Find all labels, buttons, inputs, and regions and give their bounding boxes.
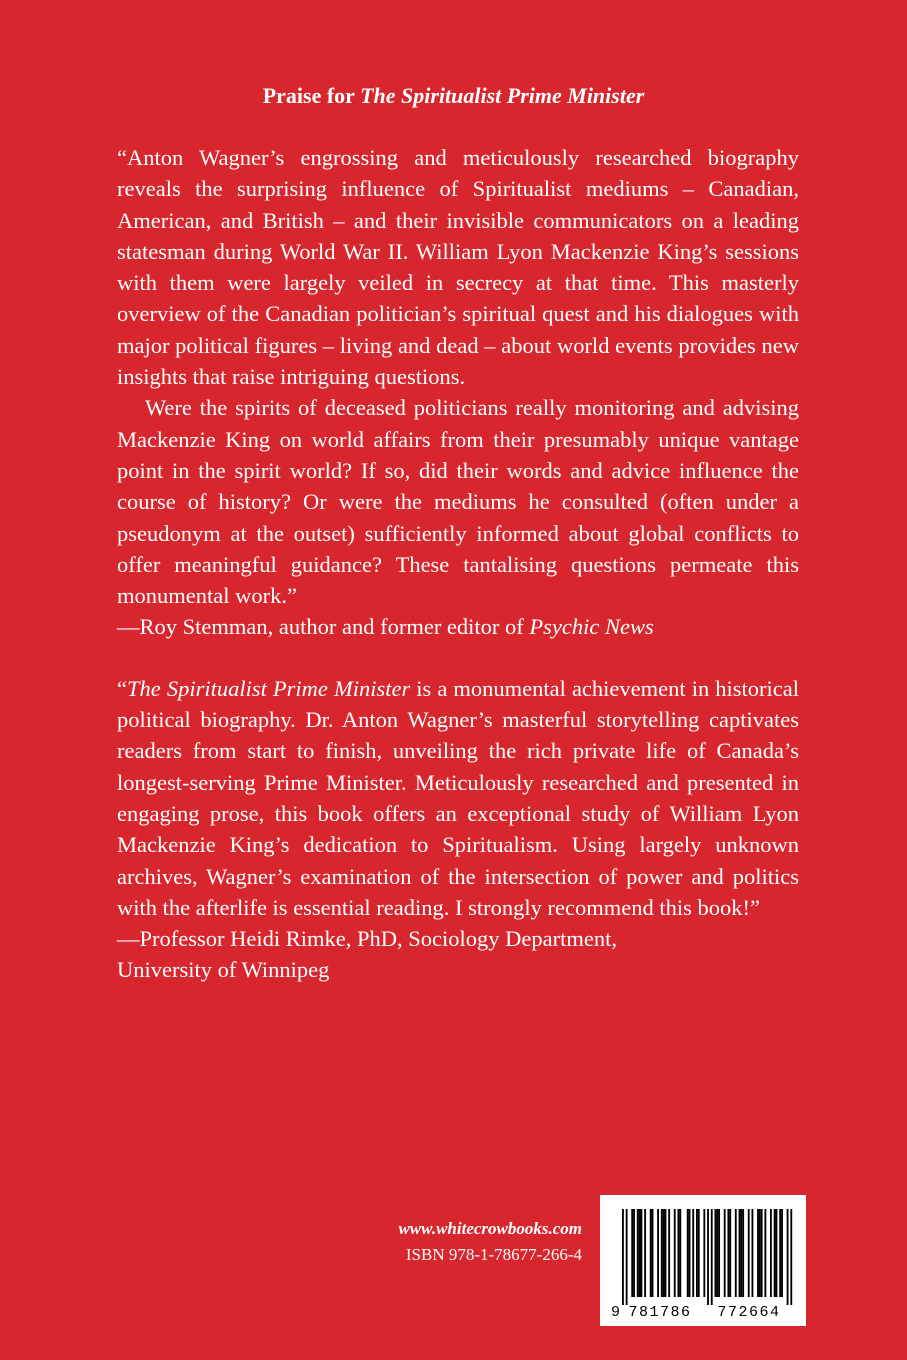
praise-heading [0,80,907,112]
barcode-bar [761,1209,763,1297]
barcode-bar [626,1209,628,1305]
barcode-bar [703,1209,705,1297]
barcode-bar [742,1209,744,1297]
review2-body: is a monumental achievement in historical political biography. Dr. Anton Wagner’s masterful storytelling captivates readers from start to finish, unveiling the rich private life of Canada’s longest-serving Prime Minister. Meticulously researched and presented in engaging prose, this book offers an exceptional study of William Lyon Mackenzie King’s dedication to Spiritualism. Using largely unknown archives, Wagner’s examination of the intersection of power and politics with the afterlife is essential reading. I strongly recommend this book!” [117,675,799,920]
barcode-bar [711,1209,713,1305]
review2-attribution-line1: —Professor Heidi Rimke, PhD, Sociology Department, [117,926,617,952]
barcode-bar [639,1209,641,1297]
publisher-info [398,1216,582,1268]
reviews [117,142,799,986]
heading-book-title: The Spiritualist Prime Minister [360,83,645,108]
barcode-bar [668,1209,670,1297]
barcode-bar [776,1209,778,1297]
barcode-bar [774,1209,776,1297]
barcode-bar [748,1209,750,1297]
barcode-graphic [600,1195,806,1326]
barcode-bar [674,1209,676,1297]
barcode-bar [637,1209,639,1297]
review2-open-quote: “ [117,675,127,701]
barcode-bar [622,1209,624,1305]
barcode-bar [689,1209,691,1297]
publisher-website: www.whitecrowbooks.com [398,1219,582,1238]
barcode-bar [729,1209,731,1297]
heading-prefix: Praise for [262,83,361,108]
isbn-barcode [600,1195,806,1326]
barcode-bar [652,1209,654,1297]
barcode-bar [739,1209,741,1297]
barcode-bar [661,1209,663,1297]
barcode-bar [687,1209,689,1297]
barcode-bar [740,1209,742,1297]
barcode-bar [678,1209,680,1297]
barcode-bar [644,1209,646,1297]
review2-attribution-line2: University of Winnipeg [117,957,330,983]
barcode-lead-digit: 9 [611,1304,621,1321]
review1-attribution [117,611,799,642]
review1-publication: Psychic News [529,614,654,640]
barcode-bar [698,1209,700,1297]
review1-attribution-text: —Roy Stemman, author and former editor of [117,614,530,640]
barcode-bar [715,1209,717,1297]
barcode-bar [724,1209,726,1297]
barcode-bars [622,1209,792,1305]
barcode-bar [759,1209,761,1297]
review2-paragraph [117,673,799,923]
barcode-bar [770,1209,772,1297]
barcode-left-digits: 781786 [628,1304,692,1321]
barcode-bar [727,1209,729,1297]
barcode-bar [781,1209,783,1297]
barcode-bar [787,1209,789,1305]
barcode-bar [633,1209,635,1297]
barcode-bar [779,1209,781,1297]
barcode-bar [631,1209,633,1297]
barcode-bar [641,1209,643,1297]
isbn-text: ISBN 978-1-78677-266-4 [405,1245,582,1264]
barcode-right-digits: 772664 [717,1304,781,1321]
barcode-bar [657,1209,659,1297]
barcode-bar [663,1209,665,1297]
barcode-bar [696,1209,698,1297]
barcode-bar [665,1209,667,1297]
barcode-bar [650,1209,652,1297]
review1-paragraph1: “Anton Wagner’s engrossing and meticulously researched biography reveals the surprising influence of Spiritualist mediums – Canadian, American, and British – and their invisible communicators on a leading statesman during World War II. William Lyon Mackenzie King’s sessions with them were largely veiled in secrecy at that time. This masterly overview of the Canadian politician’s spiritual quest and his dialogues with major political figures – living and dead – about world events provides new insights that raise intriguing questions. [117,145,799,390]
barcode-bar [735,1209,737,1297]
review2-book-title: The Spiritualist Prime Minister [127,675,411,701]
barcode-bar [716,1209,718,1297]
barcode-bar [764,1209,766,1297]
barcode-bar [718,1209,720,1297]
barcode-bar [692,1209,694,1297]
barcode-bar [707,1209,709,1305]
barcode-bar [757,1209,759,1297]
review1-paragraph2: Were the spirits of deceased politicians really monitoring and advising Mackenzie King on world affairs from their presumably unique vantage point in the spirit world? If so, did their words and advice influence the course of history? Or were the mediums he consulted (often under a pseudonym at the outset) sufficiently informed about global conflicts to offer meaningful guidance? These tantalising questions permeate this monumental work.” [117,395,799,609]
barcode-bar [752,1209,754,1297]
barcode-bar [679,1209,681,1297]
barcode-bar [790,1209,792,1305]
